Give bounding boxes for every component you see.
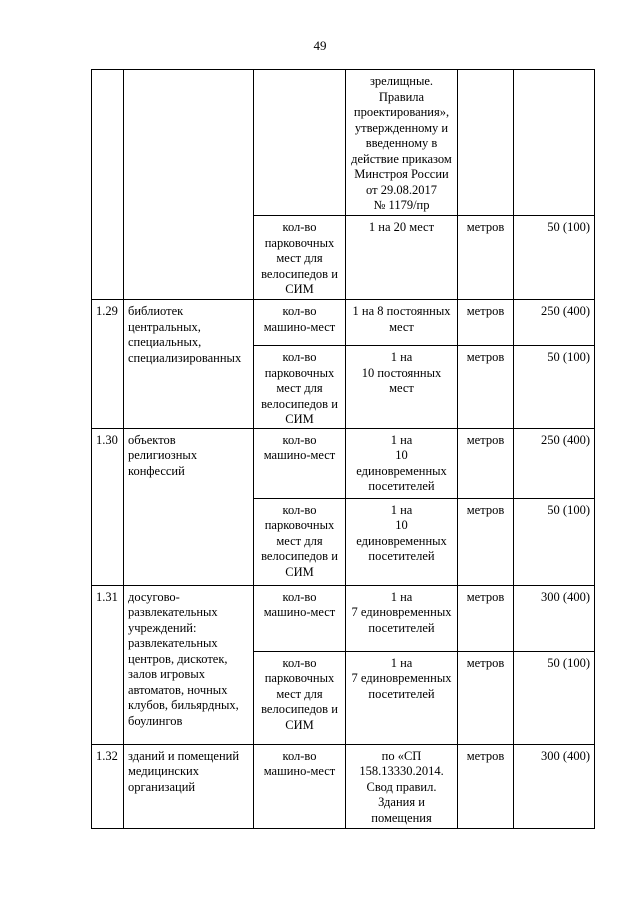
- norm-line: утвержденному и: [354, 120, 449, 135]
- distance-cell: 50 (100): [514, 498, 595, 585]
- indicator-line: кол-во: [282, 432, 317, 447]
- object-name-line: центральных,: [128, 319, 201, 334]
- object-name-cell: [124, 70, 254, 300]
- object-name-line: объектов: [128, 432, 176, 447]
- indicator-cell: [254, 428, 346, 498]
- object-name-line: залов игровых: [128, 667, 205, 681]
- indicator-line: парковочных: [264, 235, 335, 250]
- object-name-line: развлекательных: [128, 636, 218, 650]
- norm-line: посетителей: [368, 549, 435, 563]
- indicator-line: СИМ: [285, 412, 314, 426]
- norm-line: 1 на: [390, 655, 413, 670]
- indicator-cell: [254, 498, 346, 585]
- norm-line: единовременных: [356, 533, 447, 548]
- row-number-cell: 1.30: [92, 428, 124, 585]
- indicator-line: кол-во: [282, 350, 317, 364]
- unit-cell: метров: [458, 651, 514, 744]
- row-number-cell: [92, 70, 124, 300]
- indicator-cell: [254, 216, 346, 300]
- table-row: [92, 585, 595, 651]
- object-name-line: библиотек: [128, 304, 184, 318]
- indicator-line: парковочных: [264, 671, 335, 685]
- indicator-line: машино-мест: [263, 605, 336, 619]
- norm-cell: [346, 744, 458, 828]
- object-name-line: конфессий: [128, 463, 185, 478]
- indicator-line: СИМ: [285, 282, 314, 296]
- norm-cell: [346, 70, 458, 216]
- page-number: 49: [313, 38, 327, 53]
- norm-line: 7 единовременных: [351, 605, 452, 619]
- indicator-line: кол-во: [282, 304, 317, 318]
- indicator-line: кол-во: [282, 502, 317, 517]
- norm-line: 1 на: [390, 432, 413, 447]
- distance-cell: 300 (400): [514, 744, 595, 828]
- distance-cell: 300 (400): [514, 585, 595, 651]
- indicator-line: мест для: [276, 381, 323, 395]
- distance-cell: 50 (100): [514, 651, 595, 744]
- norm-line: Свод правил.: [366, 779, 437, 794]
- row-number-cell: 1.31: [92, 585, 124, 744]
- unit-cell: метров: [458, 428, 514, 498]
- unit-cell: метров: [458, 744, 514, 828]
- norm-line: посетителей: [368, 620, 435, 635]
- object-name-line: организаций: [128, 779, 196, 794]
- norm-line: посетителей: [368, 686, 435, 701]
- table-row: [92, 300, 595, 346]
- object-name-line: религиозных: [128, 448, 198, 462]
- indicator-line: машино-мест: [263, 319, 336, 334]
- norm-cell: [346, 428, 458, 498]
- distance-cell: 250 (400): [514, 428, 595, 498]
- unit-cell: метров: [458, 300, 514, 346]
- object-name-cell: [124, 300, 254, 429]
- unit-cell: метров: [458, 346, 514, 429]
- norm-cell: [346, 498, 458, 585]
- norm-line: 158.13330.2014.: [359, 764, 444, 778]
- norm-line: 10: [395, 448, 408, 462]
- norm-line: 1 на: [390, 350, 413, 364]
- indicator-cell: [254, 651, 346, 744]
- indicator-line: кол-во: [282, 589, 317, 604]
- distance-cell: 50 (100): [514, 216, 595, 300]
- row-number-cell: 1.32: [92, 744, 124, 828]
- norm-line: Правила: [378, 89, 425, 104]
- object-name-cell: [124, 744, 254, 828]
- indicator-line: кол-во: [282, 220, 317, 234]
- norm-line: № 1179/пр: [373, 198, 430, 212]
- norm-line: введенному в: [365, 136, 438, 150]
- object-name-line: зданий и помещений: [128, 748, 240, 763]
- norm-cell: [346, 585, 458, 651]
- norm-line: зрелищные.: [369, 74, 434, 88]
- indicator-cell: [254, 346, 346, 429]
- unit-cell: [458, 70, 514, 216]
- object-name-line: развлекательных: [128, 605, 218, 619]
- norm-line: 1 на 8 постоянных: [352, 304, 451, 318]
- norm-line: 1 на: [390, 502, 413, 517]
- norm-cell: [346, 300, 458, 346]
- norm-line: по «СП: [381, 748, 422, 763]
- norm-line: 10 постоянных: [361, 365, 442, 380]
- norm-line: мест: [389, 381, 414, 395]
- object-name-line: боулингов: [128, 713, 183, 728]
- indicator-line: мест для: [276, 533, 323, 548]
- indicator-cell: [254, 585, 346, 651]
- indicator-line: СИМ: [285, 717, 314, 732]
- indicator-line: кол-во: [282, 655, 317, 670]
- indicator-line: велосипедов и: [261, 396, 338, 411]
- distance-cell: 250 (400): [514, 300, 595, 346]
- table-row: [92, 744, 595, 828]
- indicator-line: кол-во: [282, 748, 317, 763]
- unit-cell: метров: [458, 216, 514, 300]
- object-name-line: специальных,: [128, 335, 202, 349]
- indicator-cell: [254, 300, 346, 346]
- norm-line: мест: [389, 319, 414, 334]
- indicator-line: парковочных: [264, 365, 335, 380]
- object-name-line: учреждений:: [128, 620, 197, 635]
- row-number-cell: 1.29: [92, 300, 124, 429]
- indicator-cell: [254, 744, 346, 828]
- norm-cell: [346, 651, 458, 744]
- object-name-cell: [124, 585, 254, 744]
- object-name-cell: [124, 428, 254, 585]
- table-row: [92, 70, 595, 216]
- object-name-line: автоматов, ночных: [128, 682, 228, 697]
- norm-line: 1 на: [390, 589, 413, 604]
- norm-line: Минстроя России: [354, 167, 449, 181]
- distance-cell: [514, 70, 595, 216]
- object-name-line: центров, дискотек,: [128, 651, 228, 666]
- indicator-line: мест для: [276, 686, 323, 701]
- norm-line: действие приказом: [351, 151, 452, 166]
- indicator-line: велосипедов и: [261, 549, 338, 563]
- object-name-line: медицинских: [128, 764, 199, 778]
- distance-cell: 50 (100): [514, 346, 595, 429]
- indicator-cell: [254, 70, 346, 216]
- indicator-line: машино-мест: [263, 764, 336, 778]
- indicator-line: велосипедов и: [261, 702, 338, 716]
- norm-line: единовременных: [356, 463, 447, 478]
- norm-line: от 29.08.2017: [366, 182, 437, 197]
- norm-line: Здания и: [378, 795, 425, 809]
- table-row: [92, 428, 595, 498]
- norm-line: 10: [395, 518, 408, 532]
- indicator-line: парковочных: [264, 518, 335, 532]
- object-name-line: специализированных: [128, 350, 242, 365]
- norm-line: помещения: [371, 810, 432, 825]
- unit-cell: метров: [458, 585, 514, 651]
- object-name-line: клубов, бильярдных,: [128, 698, 239, 712]
- norm-cell: [346, 346, 458, 429]
- object-name-line: досугово-: [128, 589, 180, 604]
- norm-line: 7 единовременных: [351, 671, 452, 685]
- unit-cell: метров: [458, 498, 514, 585]
- norm-cell: [346, 216, 458, 300]
- indicator-line: мест для: [276, 251, 323, 265]
- norm-line: 1 на 20 мест: [368, 220, 435, 234]
- indicator-line: велосипедов и: [261, 266, 338, 281]
- indicator-line: СИМ: [285, 564, 314, 579]
- norm-line: посетителей: [368, 479, 435, 493]
- norm-line: проектирования»,: [353, 105, 450, 119]
- parking-norms-table: [91, 69, 595, 829]
- indicator-line: машино-мест: [263, 448, 336, 462]
